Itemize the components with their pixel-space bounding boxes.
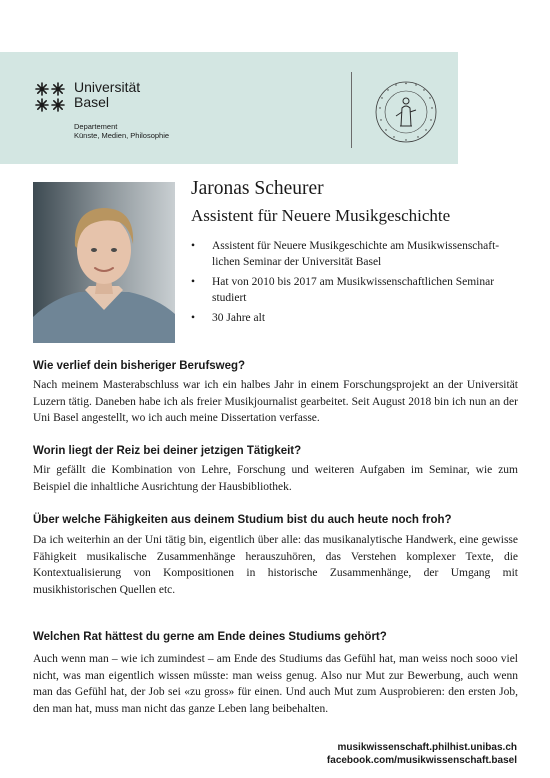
department-line: Künste, Medien, Philosophie	[74, 131, 170, 140]
person-name: Jaronas Scheurer	[191, 178, 324, 199]
university-name-line: Universität	[74, 79, 141, 95]
faculty-seal-icon	[374, 80, 438, 144]
portrait-photo	[33, 182, 175, 343]
question-heading: Über welche Fähigkeiten aus deinem Studium bist du auch heute noch froh?	[33, 514, 452, 526]
department-line: Departement	[74, 122, 118, 131]
header-divider	[351, 72, 352, 148]
university-name-line: Basel	[74, 94, 110, 110]
answer-paragraph: Da ich weiterhin an der Uni tätig bin, eigentlich über alle: das musikanalytische Handwerk, eine gewisse Fähigkeit musikalische Zusammenhänge herauszuhören, das Verstehen komplexer Texte, die Kontextualisierung von Kompositionen in historische Zusammenhänge, der Umgang mit musikhistorischen Quellen etc.	[33, 534, 518, 596]
question-heading: Wie verlief dein bisheriger Berufsweg?	[33, 360, 246, 372]
answer-paragraph: Mir gefällt die Kombination von Lehre, Forschung und weiteren Aufgaben im Seminar, wie zum Beispiel die inhaltliche Ausrichtung der Hausbibliothek.	[33, 464, 518, 493]
person-role: Assistent für Neuere Musikgeschichte	[191, 206, 451, 225]
answer-paragraph: Nach meinem Masterabschluss war ich ein halbes Jahr in einem Forschungsprojekt an der Universität Luzern tätig. Daneben habe ich als freier Musikjournalist gearbeitet. Seit August 2018 bin ich nun an der Uni Basel angestellt, wo ich auch meine Dissertation verfasse.	[33, 379, 518, 425]
department-name	[74, 122, 169, 140]
university-name	[74, 80, 140, 110]
profile-fact: • Hat von 2010 bis 2017 am Musikwissenschaftlichen Seminar studiert	[191, 274, 521, 306]
question-heading: Welchen Rat hättest du gerne am Ende deines Studiums gehört?	[33, 631, 387, 643]
question-heading: Worin liegt der Reiz bei deiner jetzigen Tätigkeit?	[33, 445, 302, 457]
facebook-link[interactable]: facebook.com/musikwissenschaft.basel	[326, 755, 517, 766]
website-link[interactable]: musikwissenschaft.philhist.unibas.ch	[337, 742, 517, 753]
profile-fact: • 30 Jahre alt	[191, 310, 521, 326]
answer-paragraph: Auch wenn man – wie ich zumindest – am Ende des Studiums das Gefühl hat, man weiss noch sooo viel nicht, was man eigentlich wissen müsste: man weiss genug. Also nur Mut zur Bewerbung, auch wenn man das Gefühl hat, der Job sei «zu gross» für einen. Und auch Mut zum Ausprobieren: den ersten Job, den man hat, muss man nicht das ganze Leben lang beibehalten.	[33, 653, 518, 715]
footer-links	[327, 741, 517, 767]
profile-facts-list	[191, 238, 521, 330]
university-logo-icon	[33, 80, 67, 114]
profile-fact: • Assistent für Neuere Musikgeschichte am Musikwissenschaft-lichen Seminar der Universität Basel	[191, 238, 521, 270]
portrait-illustration	[33, 182, 175, 343]
